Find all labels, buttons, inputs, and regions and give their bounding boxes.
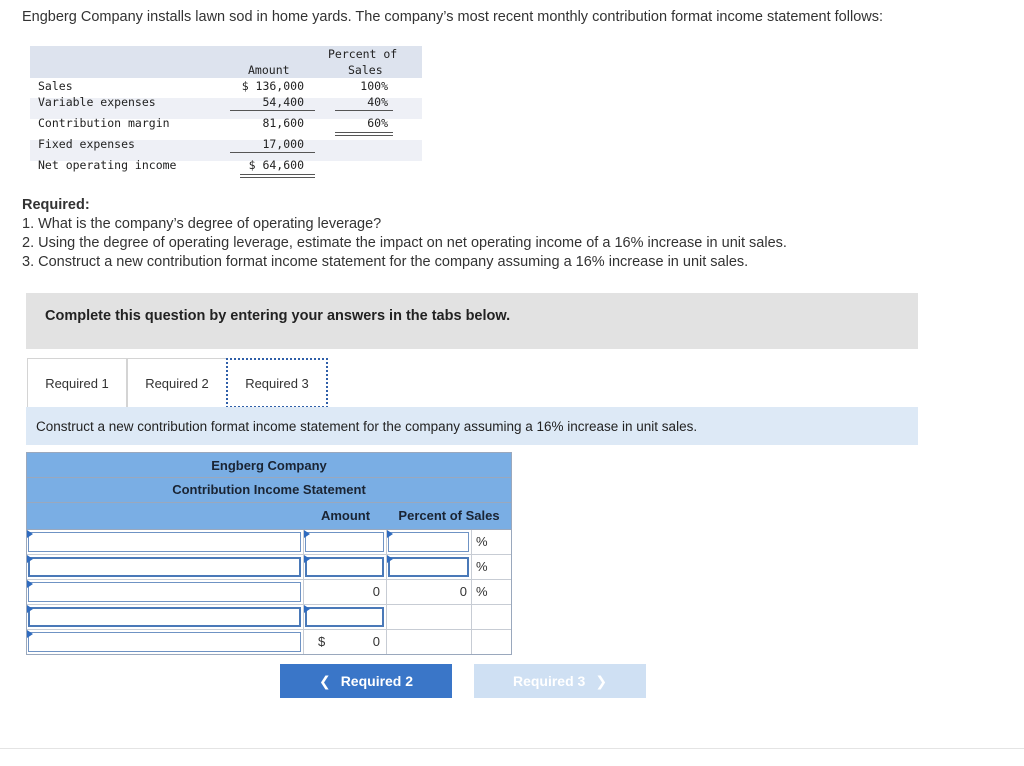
footer-divider [0, 748, 1024, 749]
next-required-button[interactable] [474, 664, 646, 698]
input-flag-icon [27, 630, 33, 638]
source-underline [335, 135, 393, 136]
tab-label: Required 1 [45, 375, 109, 391]
row1-amount-input[interactable] [305, 532, 384, 552]
income-statement-worksheet [26, 452, 512, 655]
input-flag-icon [304, 530, 310, 538]
source-amount-variable: 54,400 [262, 95, 304, 109]
dollar-symbol: $ [318, 634, 326, 649]
source-underline [230, 152, 315, 153]
source-header-pct-line1: Percent of [328, 47, 398, 61]
source-underline [240, 174, 315, 175]
source-label-contribution: Contribution margin [38, 116, 170, 130]
source-pct-contribution: 60% [367, 116, 388, 130]
worksheet-company-title: Engberg Company [27, 453, 511, 478]
source-underline [230, 110, 315, 111]
task-text: Construct a new contribution format income statement for the company assuming a 16% increase in unit sales. [36, 419, 698, 434]
instruction-banner [26, 293, 918, 349]
task-description [26, 407, 918, 445]
source-header-amount: Amount [248, 63, 290, 77]
previous-required-button[interactable] [280, 664, 452, 698]
source-label-net: Net operating income [38, 158, 177, 172]
required-list [22, 196, 787, 272]
source-amount-sales: $ 136,000 [241, 79, 304, 93]
row4-label-input[interactable] [28, 607, 301, 627]
row3-label-input[interactable] [28, 582, 301, 602]
table-row [27, 630, 511, 654]
row4-amount-input[interactable] [305, 607, 384, 627]
percent-symbol: % [476, 559, 488, 574]
instruction-text: Complete this question by entering your answers in the tabs below. [45, 308, 511, 324]
header-amount: Amount [320, 508, 371, 523]
previous-button-label: Required 2 [340, 673, 414, 689]
source-label-fixed: Fixed expenses [38, 137, 135, 151]
chevron-left-icon: ❮ [318, 672, 331, 689]
source-underline [335, 132, 393, 133]
table-row [27, 605, 511, 630]
tab-label: Required 2 [145, 375, 209, 391]
table-row [27, 530, 511, 555]
row3-amount-value: 0 [372, 584, 380, 599]
source-pct-variable: 40% [367, 95, 388, 109]
source-label-sales: Sales [38, 79, 73, 93]
input-flag-icon [27, 605, 33, 613]
worksheet-statement-title: Contribution Income Statement [27, 478, 511, 503]
row2-percent-input[interactable] [388, 557, 469, 577]
input-flag-icon [27, 530, 33, 538]
source-header-pct-line2: Sales [348, 63, 383, 77]
source-underline [240, 177, 315, 178]
problem-intro: Engberg Company installs lawn sod in home yards. The company’s most recent monthly contribution format income statement follows: [22, 9, 884, 25]
tab-required-2[interactable] [127, 358, 227, 407]
row3-percent-value: 0 [459, 584, 467, 599]
tab-required-1[interactable] [27, 358, 127, 407]
source-amount-contribution: 81,600 [262, 116, 304, 130]
header-percent-of-sales: Percent of Sales [398, 508, 500, 523]
row2-label-input[interactable] [28, 557, 301, 577]
input-flag-icon [387, 555, 393, 563]
next-button-label: Required 3 [512, 673, 586, 689]
source-income-statement [30, 46, 422, 180]
table-row [27, 555, 511, 580]
input-flag-icon [304, 555, 310, 563]
tab-required-3[interactable] [226, 358, 328, 408]
required-item-1: 1. What is the company’s degree of operating leverage? [22, 216, 382, 232]
input-flag-icon [387, 530, 393, 538]
required-item-2: 2. Using the degree of operating leverage, estimate the impact on net operating income of a 16% increase in unit sales. [22, 235, 787, 251]
row1-percent-input[interactable] [388, 532, 469, 552]
input-flag-icon [304, 605, 310, 613]
required-item-3: 3. Construct a new contribution format income statement for the company assuming a 16% increase in unit sales. [22, 254, 749, 270]
worksheet-column-header [27, 503, 511, 530]
input-flag-icon [27, 555, 33, 563]
percent-symbol: % [476, 584, 488, 599]
row5-amount-value: 0 [372, 634, 380, 649]
percent-symbol: % [476, 534, 488, 549]
row1-label-input[interactable] [28, 532, 301, 552]
table-row [27, 580, 511, 605]
source-label-variable: Variable expenses [38, 95, 156, 109]
row5-label-input[interactable] [28, 632, 301, 652]
source-amount-fixed: 17,000 [262, 137, 304, 151]
input-flag-icon [27, 580, 33, 588]
chevron-right-icon: ❯ [595, 672, 608, 689]
source-underline [335, 110, 393, 111]
tab-label: Required 3 [245, 375, 309, 391]
source-pct-sales: 100% [360, 79, 388, 93]
row2-amount-input[interactable] [305, 557, 384, 577]
required-title: Required: [22, 197, 90, 213]
header-blank [27, 503, 304, 529]
source-amount-net: $ 64,600 [248, 158, 304, 172]
